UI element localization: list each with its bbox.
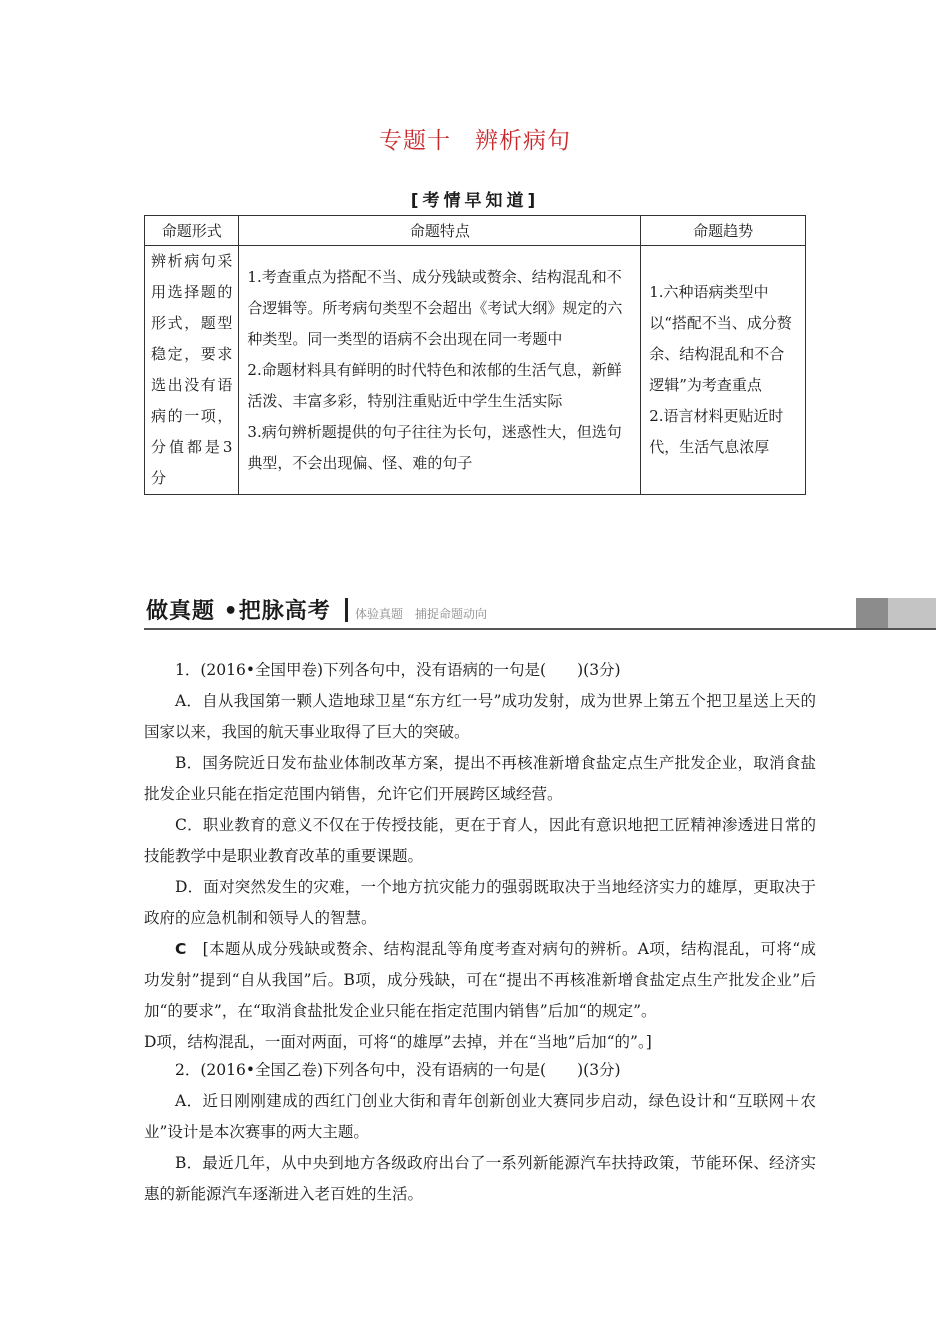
question-option: A．近日刚刚建成的西红门创业大街和青年创新创业大赛同步启动，绿色设计和“互联网＋农业”设计是本次赛事的两大主题。 (144, 1092, 816, 1141)
table-cell-features (239, 246, 641, 495)
banner-divider (345, 598, 348, 622)
banner-underline (144, 628, 936, 630)
question-1 (144, 655, 816, 1058)
table-header-form: 命题形式 (145, 216, 239, 246)
feature-item: 3.病句辨析题提供的句子往往为长句，迷惑性大，但选句典型，不会出现偏、怪、难的句子 (247, 422, 622, 472)
question-option: A．自从我国第一颗人造地球卫星“东方红一号”成功发射，成为世界上第五个把卫星送上天的国家以来，我国的航天事业取得了巨大的突破。 (144, 692, 816, 741)
question-option: B．最近几年，从中央到地方各级政府出台了一系列新能源汽车扶持政策，节能环保、经济实惠的新能源汽车逐渐进入老百姓的生活。 (144, 1154, 816, 1203)
table-header-features: 命题特点 (239, 216, 641, 246)
table-header-row (145, 216, 806, 246)
question-option: B．国务院近日发布盐业体制改革方案，提出不再核准新增食盐定点生产批发企业，取消食盐批发企业只能在指定范围内销售，允许它们开展跨区域经营。 (144, 754, 816, 803)
table-cell-trends (641, 246, 806, 495)
trend-item: 1.六种语病类型中以“搭配不当、成分赘余、结构混乱和不合逻辑”为考查重点 (649, 283, 792, 394)
question-option: D．面对突然发生的灾难，一个地方抗灾能力的强弱既取决于当地经济实力的雄厚，更取决于政府的应急机制和领导人的智慧。 (144, 878, 816, 927)
explanation-continued: D项，结构混乱，一面对两面，可将“的雄厚”去掉，并在“当地”后加“的”。] (144, 1033, 652, 1051)
banner-subtitle: 体验真题 捕捉命题动向 (355, 607, 488, 621)
banner-decor-block-dark (856, 598, 888, 628)
table-row (145, 246, 806, 495)
explanation-text: [本题从成分残缺或赘余、结构混乱等角度考查对病句的辨析。A项，结构混乱，可将“成功发射”提到“自从我国”后。B项，成分残缺，可在“提出不再核准新增食盐定点生产批发企业”后加“的要求”，在“取消食盐批发企业只能在指定范围内销售”后加“的规定”。 (144, 940, 816, 1020)
feature-item: 2.命题材料具有鲜明的时代特色和浓郁的生活气息，新鲜活泼、丰富多彩，特别注重贴近中学生生活实际 (247, 360, 622, 410)
banner-decor-block-light (888, 598, 936, 628)
question-stem: 2．(2016•全国乙卷)下列各句中，没有语病的一句是( )(3分) (175, 1061, 621, 1079)
answer-letter: C (175, 940, 187, 958)
exam-overview-table (144, 215, 806, 495)
section-banner (144, 594, 936, 630)
banner-title: 做真题 •把脉高考 (146, 599, 331, 624)
feature-item: 1.考查重点为搭配不当、成分残缺或赘余、结构混乱和不合逻辑等。所考病句类型不会超出《考试大纲》规定的六种类型。同一类型的语病不会出现在同一考题中 (247, 267, 623, 348)
table-cell-form: 辨析病句采用选择题的形式，题型稳定，要求选出没有语病的一项，分值都是3分 (145, 246, 239, 495)
question-2 (144, 1055, 816, 1210)
table-header-trends: 命题趋势 (641, 216, 806, 246)
question-option: C．职业教育的意义不仅在于传授技能，更在于育人，因此有意识地把工匠精神渗透进日常的技能教学中是职业教育改革的重要课题。 (144, 816, 816, 865)
answer-explanation (144, 934, 816, 1027)
page-title: 专题十 辨析病句 (379, 128, 571, 154)
question-stem: 1．(2016•全国甲卷)下列各句中，没有语病的一句是( )(3分) (175, 661, 621, 679)
section-label: [考情早知道] (410, 191, 540, 211)
trend-item: 2.语言材料更贴近时代，生活气息浓厚 (649, 407, 784, 456)
